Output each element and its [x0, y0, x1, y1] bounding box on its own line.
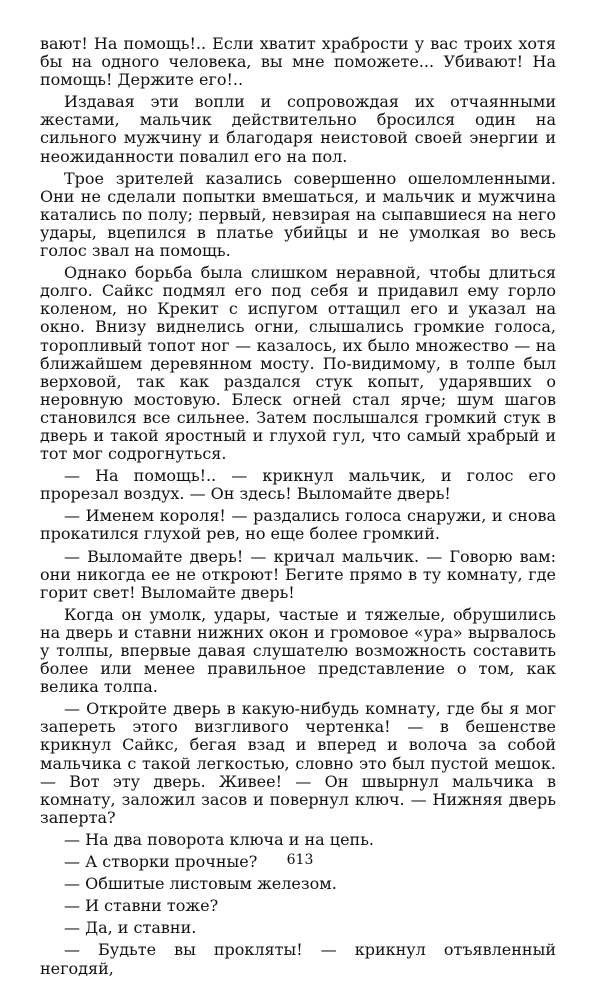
dialogue-line-1: — На два поворота ключа и на цепь.: [64, 829, 374, 849]
paragraph-8: Когда он умолк, удары, частые и тяжелые, обрушились на дверь и ставни нижних окон и громовое «ура» вырвалось у толпы, впервые давая слушателю возможность составить более или менее правильное представление о том, как велика толпа.: [40, 604, 556, 697]
dialogue-line-5: — Да, и ставни.: [64, 918, 197, 938]
paragraph-3: Трое зрителей казались совершенно ошеломленными. Они не сделали попытки вмешаться, и мальчик и мужчина катались по полу; первый, невзирая на сыпавшиеся на него удары, вцепился в платье убийцы и не умолкая во весь голос звал на помощь.: [40, 168, 556, 261]
dialogue-line-2: — А створки прочные?: [64, 852, 258, 872]
dialogue-line-3: — Обшитые листовым железом.: [64, 874, 337, 894]
paragraph-6: — Именем короля! — раздались голоса снаружи, и снова прокатился глухой рев, но еще более громкий.: [40, 506, 556, 544]
body-text: [40, 35, 556, 982]
paragraph-9: — Откройте дверь в какую-нибудь комнату, где бы я мог запереть этого визгливого чертенка! — в бешенстве крикнул Сайкс, бегая взад и вперед и волоча за собой мальчика с такой легкостью, словно это был пустой мешок. — Вот эту дверь. Живее! — Он швырнул мальчика в комнату, заложил засов и повернул ключ. — Нижняя дверь заперта?: [40, 699, 556, 827]
paragraph-2: Издавая эти вопли и сопровождая их отчаянными жестами, мальчик действительно бросился один на сильного мужчину и благодаря неистовой своей энергии и неожиданности повалил его на пол.: [40, 92, 556, 166]
page-number: 613: [286, 852, 314, 868]
paragraph-5: — На помощь!.. — крикнул мальчик, и голос его прорезал воздух. — Он здесь! Выломайте дверь!: [40, 466, 556, 504]
paragraph-1: вают! На помощь!.. Если хватит храбрости у вас троих хотя бы на одного человека, вы мне поможете... Убивают! На помощь! Держите его!..: [40, 34, 556, 90]
paragraph-4: Однако борьба была слишком неравной, чтобы длиться долго. Сайкс подмял его под себя и придавил ему горло коленом, но Крекит с испугом оттащил его и указал на окно. Внизу виднелись огни, слышались громкие голоса, торопливый топот ног — казалось, их было множество — на ближайшем деревянном мосту. По-видимому, в толпе был верховой, так как раздался стук копыт, ударявших о неровную мостовую. Блеск огней стал ярче; шум шагов становился все сильнее. Затем послышался громкий стук в дверь и такой яростный и глухой гул, что самый храбрый и тот мог содрогнуться.: [40, 263, 556, 464]
paragraph-7: — Выломайте дверь! — кричал мальчик. — Говорю вам: они никогда ее не откроют! Бегите прямо в ту комнату, где горит свет! Выломайте дверь!: [40, 546, 556, 602]
dialogue-line-4: — И ставни тоже?: [64, 896, 219, 916]
dialogue-line-6: — Будьте вы прокляты! — крикнул отъявленный негодяй,: [40, 940, 556, 978]
